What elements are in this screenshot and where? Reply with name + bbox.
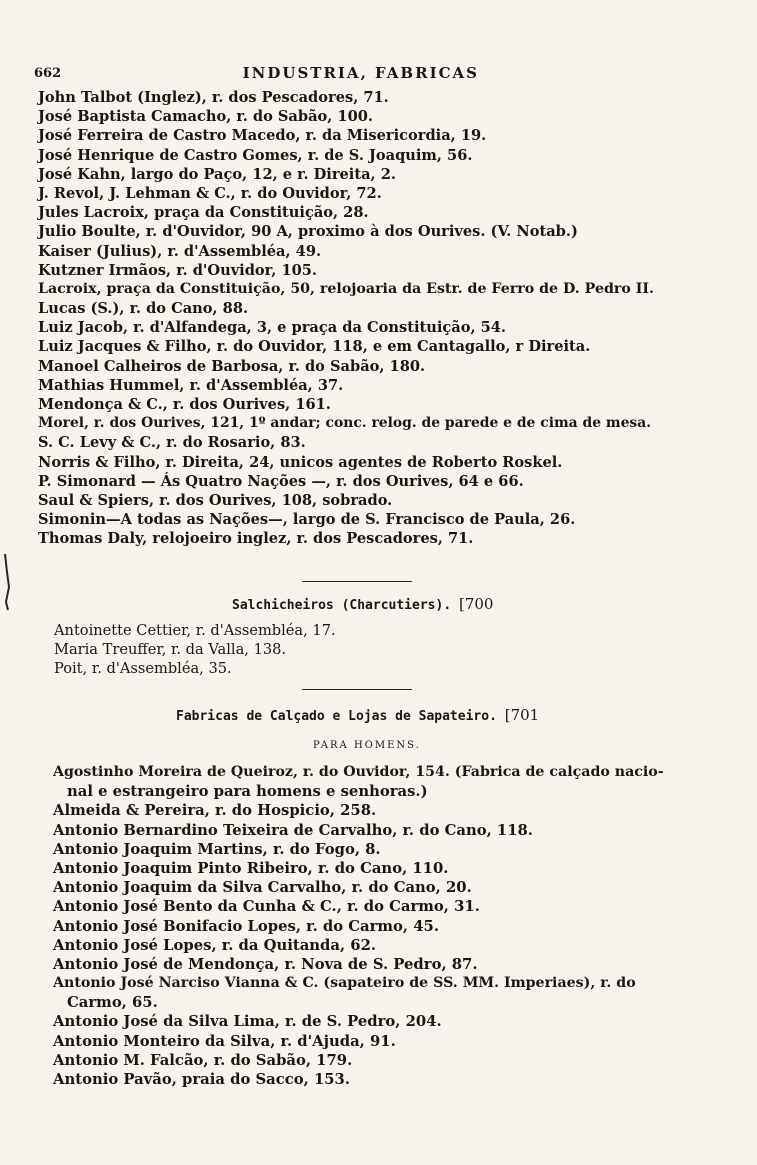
- list-item: Maria Treuffer, r. da Valla, 138.: [54, 641, 287, 659]
- section-divider: [302, 689, 412, 690]
- list-item-continuation: Carmo, 65.: [67, 994, 158, 1012]
- list-item: José Ferreira de Castro Macedo, r. da Misericordia, 19.: [38, 127, 487, 145]
- section-title: Salchicheiros (Charcutiers).: [232, 598, 452, 613]
- list-item: José Henrique de Castro Gomes, r. de S. Joaquim, 56.: [38, 146, 473, 164]
- list-item: Morel, r. dos Ourives, 121, 1º andar; conc. relog. de parede e de cima de mesa.: [38, 415, 652, 432]
- list-item: Almeida & Pereira, r. do Hospicio, 258.: [53, 802, 377, 820]
- list-item: José Kahn, largo do Paço, 12, e r. Direita, 2.: [38, 165, 396, 183]
- list-item: Lucas (S.), r. do Cano, 88.: [38, 300, 249, 318]
- list-item-continuation: nal e estrangeiro para homens e senhoras.): [67, 783, 428, 801]
- margin-ink-mark: [2, 552, 12, 612]
- list-item: P. Simonard — Ás Quatro Nações —, r. dos Ourives, 64 e 66.: [38, 472, 524, 490]
- list-item: S. C. Levy & C., r. do Rosario, 83.: [38, 434, 306, 452]
- list-item: Antonio Pavão, praia do Sacco, 153.: [53, 1071, 350, 1088]
- list-item: Agostinho Moreira de Queiroz, r. do Ouvidor, 154. (Fabrica de calçado nacio-: [53, 764, 664, 780]
- list-item: Julio Boulte, r. d'Ouvidor, 90 A, proximo à dos Ourives. (V. Notab.): [38, 223, 578, 241]
- list-item: Mathias Hummel, r. d'Assembléa, 37.: [38, 376, 344, 394]
- list-item: Antonio José da Silva Lima, r. de S. Pedro, 204.: [53, 1013, 442, 1031]
- list-item: Saul & Spiers, r. dos Ourives, 108, sobrado.: [38, 491, 393, 509]
- section-calcado-list: [53, 763, 664, 1089]
- list-item: Kaiser (Julius), r. d'Assembléa, 49.: [38, 242, 322, 260]
- list-item: Manoel Calheiros de Barbosa, r. do Sabão, 180.: [38, 357, 426, 375]
- list-item: Norris & Filho, r. Direita, 24, unicos agentes de Roberto Roskel.: [38, 453, 563, 471]
- section-clockmakers-list: [38, 88, 654, 549]
- list-item: Antonio Joaquim da Silva Carvalho, r. do Cano, 20.: [53, 879, 472, 897]
- section-number: [700: [458, 595, 494, 613]
- list-item: Jules Lacroix, praça da Constituição, 28.: [38, 204, 369, 222]
- section-divider: [302, 581, 412, 582]
- page-number: 662: [34, 66, 62, 81]
- list-item: Mendonça & C., r. dos Ourives, 161.: [38, 396, 331, 413]
- section-heading-calcado: [176, 706, 539, 724]
- list-item: John Talbot (Inglez), r. dos Pescadores, 71.: [38, 89, 389, 106]
- list-item: Simonin—A todas as Nações—, largo de S. Francisco de Paula, 26.: [38, 511, 576, 529]
- list-item: Antonio José Bento da Cunha & C., r. do Carmo, 31.: [53, 898, 480, 916]
- list-item: Poit, r. d'Assembléa, 35.: [54, 660, 232, 678]
- list-item: Lacroix, praça da Constituição, 50, relojoaria da Estr. de Ferro de D. Pedro II.: [38, 280, 654, 297]
- list-item: Antonio M. Falcão, r. do Sabão, 179.: [53, 1051, 353, 1069]
- list-item: J. Revol, J. Lehman & C., r. do Ouvidor, 72.: [38, 184, 382, 202]
- list-item: Antonio José Lopes, r. da Quitanda, 62.: [53, 936, 377, 954]
- list-item: José Baptista Camacho, r. do Sabão, 100.: [38, 108, 373, 126]
- list-item: Antonio Joaquim Martins, r. do Fogo, 8.: [53, 840, 381, 858]
- list-item: Antonio Joaquim Pinto Ribeiro, r. do Cano, 110.: [53, 859, 449, 877]
- section-heading-salchicheiros: [232, 595, 493, 613]
- list-item: Antoinette Cettier, r. d'Assembléa, 17.: [54, 622, 336, 639]
- list-item: Luiz Jacob, r. d'Alfandega, 3, e praça da Constituição, 54.: [38, 319, 507, 337]
- page-header: [34, 62, 479, 86]
- running-title: INDUSTRIA, FABRICAS: [242, 64, 479, 82]
- list-item: Thomas Daly, relojoeiro inglez, r. dos Pescadores, 71.: [38, 530, 474, 548]
- subsection-heading: PARA HOMENS.: [313, 740, 421, 751]
- list-item: Kutzner Irmãos, r. d'Ouvidor, 105.: [38, 261, 317, 279]
- section-salchicheiros-list: [54, 621, 336, 679]
- list-item: Antonio José Bonifacio Lopes, r. do Carmo, 45.: [53, 917, 439, 935]
- list-item: Antonio José de Mendonça, r. Nova de S. Pedro, 87.: [53, 955, 478, 973]
- section-number: [701: [504, 706, 540, 724]
- list-item: Antonio Monteiro da Silva, r. d'Ajuda, 91.: [53, 1032, 396, 1050]
- list-item: Antonio Bernardino Teixeira de Carvalho, r. do Cano, 118.: [53, 821, 533, 839]
- list-item: Luiz Jacques & Filho, r. do Ouvidor, 118, e em Cantagallo, r Direita.: [38, 338, 591, 356]
- section-title: Fabricas de Calçado e Lojas de Sapateiro.: [176, 709, 497, 724]
- list-item: Antonio José Narciso Vianna & C. (sapateiro de SS. MM. Imperiaes), r. do: [53, 975, 636, 992]
